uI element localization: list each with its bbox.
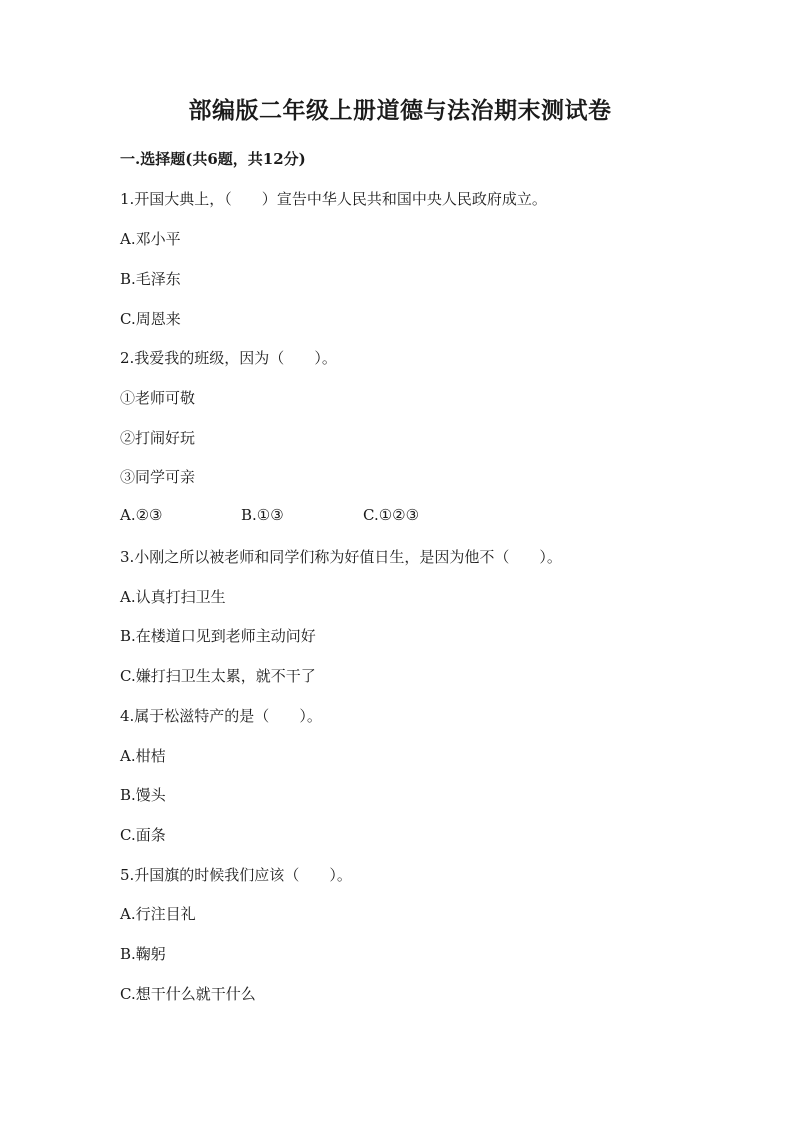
question-3-stem: 3.小刚之所以被老师和同学们称为好值日生，是因为他不（ ）。: [120, 548, 562, 566]
question-2-option-a: A.②③: [120, 506, 163, 524]
page-title: 部编版二年级上册道德与法治期末测试卷: [188, 97, 612, 124]
question-2-option-c: C.①②③: [363, 506, 420, 524]
question-4-option-b: B.馒头: [120, 786, 166, 804]
question-2-stem: 2.我爱我的班级，因为（ ）。: [120, 349, 337, 367]
section-heading: 一.选择题(共6题，共12分): [120, 150, 306, 168]
question-3-option-a: A.认真打扫卫生: [120, 588, 226, 606]
question-4-stem: 4.属于松滋特产的是（ ）。: [120, 707, 322, 725]
question-2-statement-2: ②打闹好玩: [120, 429, 196, 447]
question-1-option-c: C.周恩来: [120, 310, 181, 328]
question-1-option-b: B.毛泽东: [120, 270, 181, 288]
question-3-option-b: B.在楼道口见到老师主动问好: [120, 627, 316, 645]
question-5-stem: 5.升国旗的时候我们应该（ ）。: [120, 866, 352, 884]
question-2-statement-1: ①老师可敬: [120, 389, 196, 407]
question-3-option-c: C.嫌打扫卫生太累，就不干了: [120, 667, 316, 685]
question-1-option-a: A.邓小平: [120, 230, 181, 248]
question-1-stem: 1.开国大典上，（ ）宣告中华人民共和国中央人民政府成立。: [120, 190, 547, 208]
question-2-option-b: B.①③: [241, 506, 284, 524]
question-2-statement-3: ③同学可亲: [120, 468, 196, 486]
question-5-option-b: B.鞠躬: [120, 945, 166, 963]
question-4-option-a: A.柑桔: [120, 747, 166, 765]
question-5-option-a: A.行注目礼: [120, 905, 196, 923]
question-5-option-c: C.想干什么就干什么: [120, 985, 256, 1003]
question-4-option-c: C.面条: [120, 826, 166, 844]
